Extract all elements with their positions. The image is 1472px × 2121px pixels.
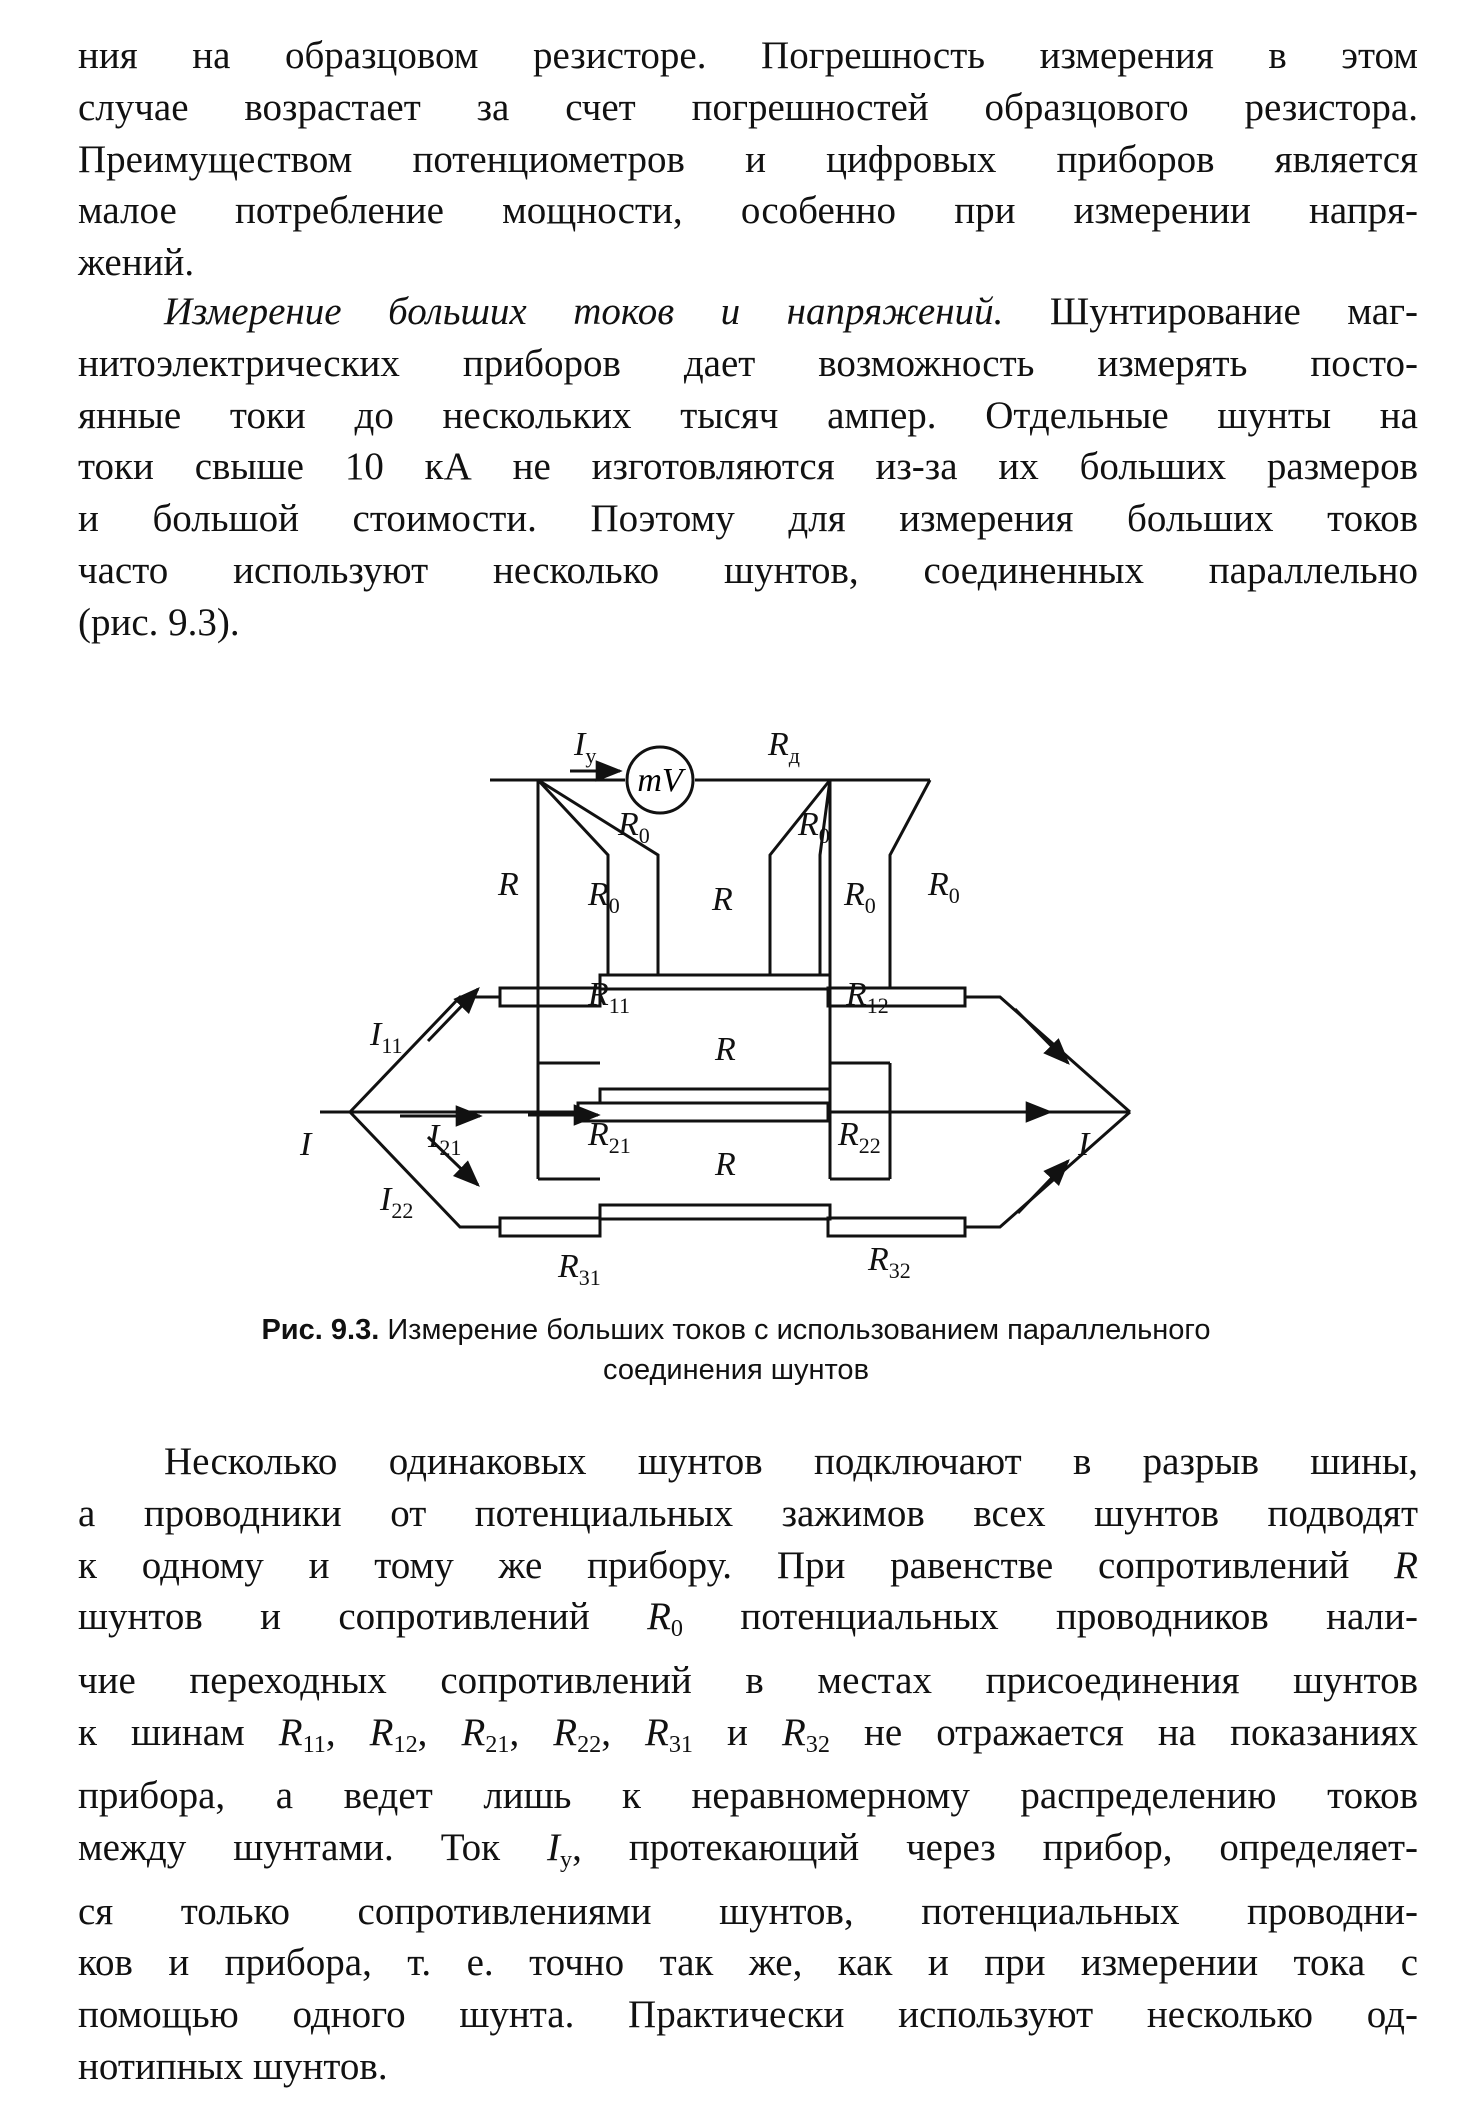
symbol-r11: R — [278, 1710, 303, 1754]
symbol-r11-sub: 11 — [302, 1730, 326, 1758]
text-line: Несколько одинаковых шунтов подключают в разрыв шины, — [164, 1440, 1418, 1483]
svg-text:R0 — [587, 876, 620, 918]
svg-text:R22 — [837, 1116, 881, 1158]
text-line — [78, 1540, 1418, 1592]
label-r31: R — [558, 1248, 579, 1285]
svg-text:I11 — [369, 1016, 403, 1058]
label-r11-sub: 11 — [608, 993, 630, 1018]
label-i22: I — [380, 1181, 392, 1218]
text-line: а проводники от потенциальных зажимов всех шунтов подводят — [78, 1491, 1418, 1535]
label-r32-sub: 32 — [888, 1258, 911, 1283]
label-r0-a-sub: 0 — [638, 823, 650, 848]
symbol-r0-sub: 0 — [670, 1615, 683, 1643]
symbol-r: R — [1394, 1543, 1418, 1587]
shunt-3-body — [600, 1205, 830, 1219]
shunt-1-body — [600, 975, 830, 989]
symbol-r0: R — [647, 1595, 671, 1639]
label-r0-d: R — [844, 876, 865, 913]
text-fragment: Шунтирование маг- — [1049, 290, 1418, 333]
label-i-out: I — [1078, 1126, 1090, 1163]
caption-line-1 — [0, 1310, 1472, 1350]
left-branch-3 — [350, 1112, 500, 1227]
symbol-r21-sub: 21 — [485, 1730, 510, 1758]
text-line — [78, 1591, 1418, 1655]
text-fragment: к шинам — [78, 1710, 245, 1754]
text-fragment: между шунтами. Ток — [78, 1826, 501, 1870]
text-fragment: , протекающий через прибор, определяет- — [572, 1826, 1418, 1870]
svg-text:R31 — [557, 1248, 601, 1290]
label-r0-c: R — [588, 876, 609, 913]
text-line: к шинам $R_{11}$, $R_{12}$, $R_{21}$, $R_{22}$, $R_{31}$ и $R_{32}$ не отражается на показаниях — [78, 1710, 1419, 1758]
label-r0-e-sub: 0 — [948, 883, 960, 908]
text-line: малое потребление мощности, особенно при измерении напря- — [78, 189, 1418, 233]
caption-text-2: соединения шунтов — [603, 1354, 869, 1386]
svg-text:R12 — [845, 976, 889, 1018]
text-line: ния на образцовом резисторе. Погрешность измерения в этом — [78, 34, 1418, 77]
text-fragment: потенциальных проводников нали- — [740, 1595, 1418, 1639]
text-fragment: шунтов и сопротивлений — [78, 1595, 590, 1639]
svg-text:I21 — [427, 1118, 461, 1160]
label-i-in: I — [300, 1126, 312, 1163]
label-iy: I — [574, 726, 586, 763]
text-line: янные токи до нескольких тысяч ампер. Отдельные шунты на — [78, 393, 1418, 437]
paragraph-2 — [78, 286, 1418, 649]
svg-text:R11 — [587, 976, 630, 1018]
label-rd: R — [768, 726, 789, 763]
label-rd-sub: д — [788, 743, 800, 768]
symbol-iy: I — [547, 1826, 561, 1870]
right-branch-3 — [965, 1112, 1130, 1227]
symbol-iy-sub: у — [560, 1845, 573, 1873]
text-fragment: и — [727, 1710, 748, 1754]
label-i11: I — [370, 1016, 382, 1053]
label-r-3: R — [715, 1146, 736, 1183]
right-branch-1 — [965, 997, 1130, 1112]
symbol-r32: R — [781, 1710, 806, 1754]
svg-text:I22 — [379, 1181, 413, 1223]
label-i22-sub: 22 — [391, 1198, 414, 1223]
caption-number: Рис. 9.3. — [261, 1314, 380, 1346]
text-line: ся только сопротивлениями шунтов, потенциальных проводни- — [78, 1889, 1418, 1933]
label-r32: R — [868, 1241, 889, 1278]
text-line: помощью одного шунта. Практически используют несколько од- — [78, 1993, 1418, 2037]
shunt-2-top — [600, 1089, 830, 1103]
left-branch-1 — [350, 997, 500, 1112]
shunt-1-left-block — [500, 988, 600, 1006]
label-r0-d-sub: 0 — [864, 893, 876, 918]
label-i21: I — [428, 1118, 440, 1155]
text-line: (рис. 9.3). — [78, 600, 240, 644]
label-r0-a: R — [618, 806, 639, 843]
shunt-3-right-block — [828, 1218, 965, 1236]
label-r0-e: R — [928, 866, 949, 903]
svg-text:R0 — [927, 866, 960, 908]
text-fragment: к одному и тому же прибору. При равенстве сопротивлений — [78, 1543, 1350, 1587]
symbol-r32-sub: 32 — [805, 1730, 830, 1758]
text-line: нитоэлектрических приборов дает возможность измерять посто- — [78, 341, 1418, 385]
label-r0-c-sub: 0 — [608, 893, 620, 918]
label-r12: R — [846, 976, 867, 1013]
shunt-2-body — [578, 1103, 828, 1121]
section-heading: Измерение больших токов и напряжений. — [164, 290, 1004, 333]
text-line: и большой стоимости. Поэтому для измерения больших токов — [78, 497, 1418, 541]
label-r-1: R — [712, 881, 733, 918]
shunt-circuit-diagram — [300, 726, 1130, 1290]
text-line — [78, 1822, 1418, 1886]
text-line — [78, 286, 1418, 338]
label-r22: R — [838, 1116, 859, 1153]
paragraph-3 — [78, 1436, 1418, 2093]
label-r21-sub: 21 — [608, 1133, 631, 1158]
text-line: случае возрастает за счет погрешностей образцового резистора. — [78, 85, 1418, 129]
svg-text:Rд — [767, 726, 800, 768]
symbol-r22-sub: 22 — [577, 1730, 602, 1758]
paragraph-1 — [78, 30, 1418, 289]
text-line: чие переходных сопротивлений в местах присоединения шунтов — [78, 1658, 1418, 1702]
symbol-r12-sub: 12 — [393, 1730, 418, 1758]
label-iy-sub: у — [585, 743, 597, 768]
text-line: часто используют несколько шунтов, соединенных параллельно — [78, 548, 1418, 592]
text-fragment: не отражается на показаниях — [863, 1710, 1419, 1754]
label-i21-sub: 21 — [439, 1135, 462, 1160]
label-r22-sub: 22 — [858, 1133, 881, 1158]
shunt-3-left-block — [500, 1218, 600, 1236]
text-line: токи свыше 10 кА не изготовляются из-за их больших размеров — [78, 445, 1418, 489]
text-line: ков и прибора, т. е. точно так же, как и при измерении тока с — [78, 1941, 1418, 1985]
label-r0-b-sub: 0 — [818, 823, 830, 848]
symbol-r22: R — [553, 1710, 578, 1754]
svg-text:R32 — [867, 1241, 911, 1283]
label-r0-b: R — [798, 806, 819, 843]
label-r12-sub: 12 — [866, 993, 889, 1018]
symbol-r21: R — [461, 1710, 486, 1754]
label-r11: R — [588, 976, 609, 1013]
label-r-2: R — [715, 1031, 736, 1068]
text-line: жений. — [78, 241, 195, 285]
label-i11-sub: 11 — [381, 1033, 403, 1058]
figure-caption — [0, 1310, 1472, 1390]
text-line: прибора, а ведет лишь к неравномерному распределению токов — [78, 1774, 1418, 1818]
svg-text:R0 — [843, 876, 876, 918]
symbol-r31: R — [645, 1710, 669, 1754]
symbol-r12: R — [369, 1710, 394, 1754]
text-line: нотипных шунтов. — [78, 2045, 388, 2089]
symbol-r31-sub: 31 — [668, 1730, 694, 1758]
meter-label: mV — [637, 762, 683, 799]
text-line: Преимуществом потенциометров и цифровых приборов является — [78, 137, 1418, 181]
caption-text-1: Измерение больших токов с использованием параллельного — [387, 1314, 1211, 1346]
label-r31-sub: 31 — [578, 1265, 601, 1290]
label-r-left: R — [498, 866, 519, 903]
label-r21: R — [588, 1116, 609, 1153]
svg-text:Iу — [573, 726, 596, 768]
svg-text:R0 — [617, 806, 650, 848]
